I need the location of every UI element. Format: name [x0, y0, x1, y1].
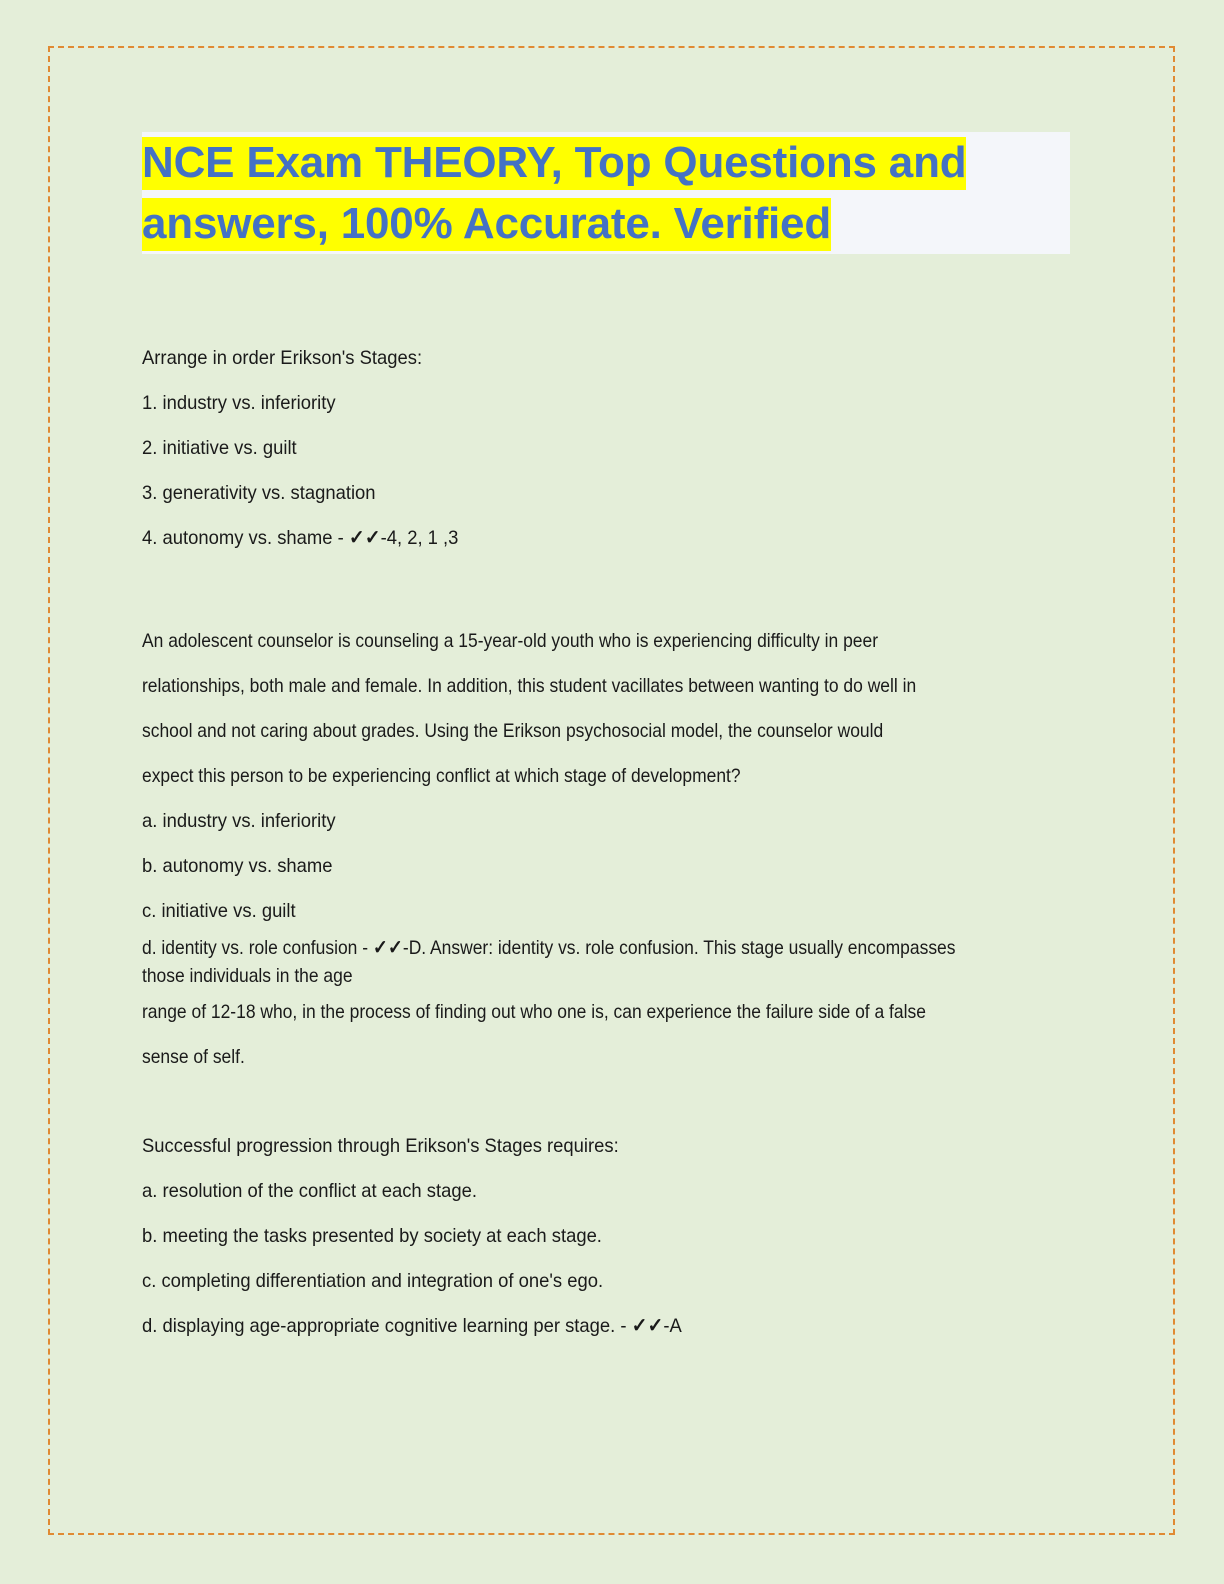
- question-block-erikson-order: [142, 336, 1082, 561]
- answer-suffix: -A: [663, 1315, 682, 1337]
- question-option: a. industry vs. inferiority: [142, 810, 336, 832]
- answer-continuation: those individuals in the age: [142, 965, 353, 987]
- question-option: c. completing differentiation and integration of one's ego.: [142, 1270, 604, 1292]
- question-paragraph-line: relationships, both male and female. In addition, this student vacillates between wanting to do well in: [142, 675, 917, 697]
- question-block-adolescent-counselor: [142, 619, 1082, 1080]
- verified-check-icon: ✓✓: [631, 1315, 664, 1337]
- answer-suffix: -4, 2, 1 ,3: [380, 527, 459, 549]
- question-paragraph-line: expect this person to be experiencing conflict at which stage of development?: [142, 765, 741, 787]
- question-option: 2. initiative vs. guilt: [142, 437, 297, 459]
- question-option: b. autonomy vs. shame: [142, 855, 333, 877]
- verified-check-icon: ✓✓: [372, 937, 403, 959]
- title-line-2: answers, 100% Accurate. Verified: [142, 198, 831, 251]
- spacer: [142, 561, 1082, 619]
- question-paragraph-line: school and not caring about grades. Using the Erikson psychosocial model, the counselor would: [142, 720, 884, 742]
- spacer: [142, 1080, 1082, 1124]
- question-prompt: Successful progression through Erikson's Stages requires:: [142, 1135, 619, 1157]
- answer-prefix: 4. autonomy vs. shame -: [142, 527, 349, 549]
- spacer: [142, 264, 1082, 336]
- answer-suffix: -D. Answer: identity vs. role confusion. This stage usually encompasses: [402, 937, 956, 959]
- question-option: a. resolution of the conflict at each stage.: [142, 1180, 477, 1202]
- question-option: b. meeting the tasks presented by society at each stage.: [142, 1225, 602, 1247]
- question-option: 3. generativity vs. stagnation: [142, 482, 376, 504]
- document-content: [142, 46, 1082, 1349]
- answer-prefix: d. displaying age-appropriate cognitive learning per stage. -: [142, 1315, 632, 1337]
- question-paragraph-line: An adolescent counselor is counseling a 15-year-old youth who is experiencing difficulty in peer: [142, 630, 879, 652]
- question-option: c. initiative vs. guilt: [142, 900, 296, 922]
- page-title: [142, 132, 1052, 254]
- answer-prefix: d. identity vs. role confusion -: [142, 937, 373, 959]
- answer-explanation-line: sense of self.: [142, 1046, 245, 1068]
- verified-check-icon: ✓✓: [348, 527, 381, 549]
- question-prompt: Arrange in order Erikson's Stages:: [142, 347, 423, 369]
- question-option: 1. industry vs. inferiority: [142, 392, 336, 414]
- title-line-1: NCE Exam THEORY, Top Questions and: [142, 137, 966, 190]
- document-title-block: [142, 46, 1082, 254]
- question-answer-line: [142, 934, 983, 990]
- question-answer-line: [142, 1304, 1030, 1349]
- answer-explanation-line: range of 12-18 who, in the process of finding out who one is, can experience the failure side of a false: [142, 1001, 926, 1023]
- question-block-successful-progression: [142, 1124, 1082, 1349]
- question-answer-line: [142, 516, 1030, 561]
